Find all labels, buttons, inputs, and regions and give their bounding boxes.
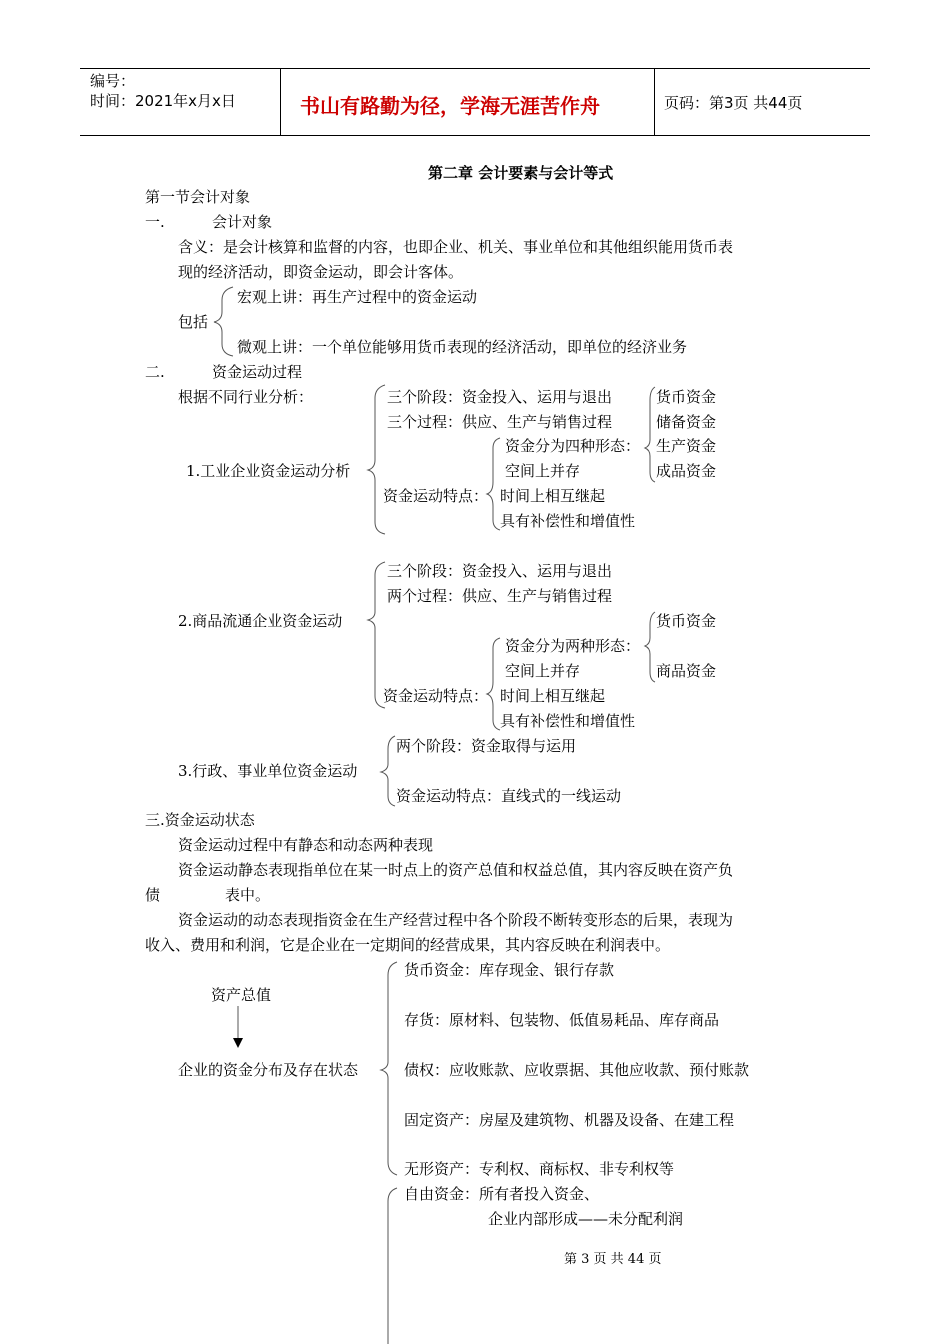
asset-item: 存货：原材料、包装物、低值易耗品、库存商品	[404, 1011, 720, 1029]
own-funds-line-1: 自由资金：所有者投入资金、	[404, 1185, 600, 1203]
include-label: 包括	[178, 313, 209, 331]
part3-line-1: 资金运动过程中有静态和动态两种表现	[178, 836, 434, 854]
macro-definition: 宏观上讲：再生产过程中的资金运动	[237, 288, 478, 306]
commercial-stages: 三个阶段：资金投入、运用与退出	[387, 562, 613, 580]
fund-distribution-label: 企业的资金分布及存在状态	[178, 1061, 359, 1079]
commercial-feature-brace	[487, 638, 500, 730]
commercial-form-item: 商品资金	[656, 662, 717, 680]
commercial-form-item: 货币资金	[656, 612, 717, 630]
part1-number: 一.	[145, 213, 165, 231]
static-line-1: 资金运动静态表现指单位在某一时点上的资产总值和权益总值，其内容反映在资产负	[178, 861, 734, 879]
industrial-processes: 三个过程：供应、生产与销售过程	[387, 413, 613, 431]
commercial-processes: 两个过程：供应、生产与销售过程	[387, 587, 613, 605]
asset-total-label: 资产总值	[211, 986, 272, 1004]
asset-item: 无形资产：专利权、商标权、非专利权等	[404, 1160, 675, 1178]
industrial-succession: 时间上相互继起	[500, 487, 606, 505]
industrial-coexist: 空间上并存	[505, 462, 581, 480]
industrial-main-brace	[368, 385, 385, 534]
dynamic-line-1: 资金运动的动态表现指资金在生产经营过程中各个阶段不断转变形态的后果，表现为	[178, 911, 734, 929]
admin-stages: 两个阶段：资金取得与运用	[396, 737, 577, 755]
commercial-compensation: 具有补偿性和增值性	[500, 712, 636, 730]
industrial-forms: 资金分为四种形态：	[505, 437, 641, 455]
commercial-feature-label: 资金运动特点：	[383, 687, 489, 705]
part1-heading: 会计对象	[212, 213, 273, 231]
page-footer: 第 3 页 共 44 页	[564, 1252, 662, 1267]
commercial-coexist: 空间上并存	[505, 662, 581, 680]
header-slogan: 书山有路勤为径，学海无涯苦作舟	[300, 94, 600, 118]
industrial-feature-brace	[487, 438, 500, 530]
dynamic-line-2: 收入、费用和利润，它是企业在一定期间的经营成果，其内容反映在利润表中。	[145, 936, 671, 954]
industrial-form-item: 生产资金	[656, 437, 717, 455]
micro-definition: 微观上讲：一个单位能够用货币表现的经济活动，即单位的经济业务	[237, 338, 688, 356]
liabilities-brace	[388, 1188, 397, 1344]
industrial-compensation: 具有补偿性和增值性	[500, 512, 636, 530]
industrial-form-item: 货币资金	[656, 388, 717, 406]
assets-brace	[381, 962, 397, 1175]
doc-number-label: 编号：	[90, 72, 136, 90]
admin-feature: 资金运动特点：直线式的一线运动	[396, 787, 622, 805]
meaning-line-2: 现的经济活动，即资金运动，即会计客体。	[178, 263, 464, 281]
admin-brace	[381, 736, 395, 806]
commercial-forms-brace	[645, 612, 655, 682]
industrial-feature-label: 资金运动特点：	[383, 487, 489, 505]
asset-item: 债权：应收账款、应收票据、其他应收款、预付账款	[404, 1061, 750, 1079]
include-brace	[214, 287, 233, 356]
chapter-title: 第二章 会计要素与会计等式	[428, 164, 614, 182]
industrial-forms-brace	[645, 387, 655, 482]
admin-label: 3.行政、事业单位资金运动	[178, 762, 358, 780]
section-title: 第一节会计对象	[145, 188, 251, 206]
doc-time-label: 时间：2021年x月x日	[90, 92, 236, 110]
industrial-label: 1.工业企业资金运动分析	[186, 462, 351, 480]
industrial-form-item: 成品资金	[656, 462, 717, 480]
asset-item: 货币资金：库存现金、银行存款	[404, 961, 615, 979]
commercial-label: 2.商品流通企业资金运动	[178, 612, 343, 630]
part2-heading: 资金运动过程	[212, 363, 303, 381]
part2-number: 二.	[145, 363, 165, 381]
static-line-2a: 债	[145, 886, 161, 904]
meaning-line-1: 含义：是会计核算和监督的内容，也即企业、机关、事业单位和其他组织能用货币表	[178, 238, 734, 256]
commercial-main-brace	[368, 562, 385, 708]
asset-item: 固定资产：房屋及建筑物、机器及设备、在建工程	[404, 1111, 735, 1129]
down-arrow-icon	[233, 1038, 243, 1048]
header-page-number: 页码：第3页 共44页	[664, 94, 803, 112]
own-funds-line-2: 企业内部形成——未分配利润	[488, 1210, 684, 1228]
static-line-2b: 表中。	[225, 886, 271, 904]
commercial-succession: 时间上相互继起	[500, 687, 606, 705]
part3-heading: 三.资金运动状态	[145, 811, 255, 829]
industry-intro: 根据不同行业分析：	[178, 388, 314, 406]
commercial-forms: 资金分为两种形态：	[505, 637, 641, 655]
industrial-form-item: 储备资金	[656, 413, 717, 431]
industrial-stages: 三个阶段：资金投入、运用与退出	[387, 388, 613, 406]
